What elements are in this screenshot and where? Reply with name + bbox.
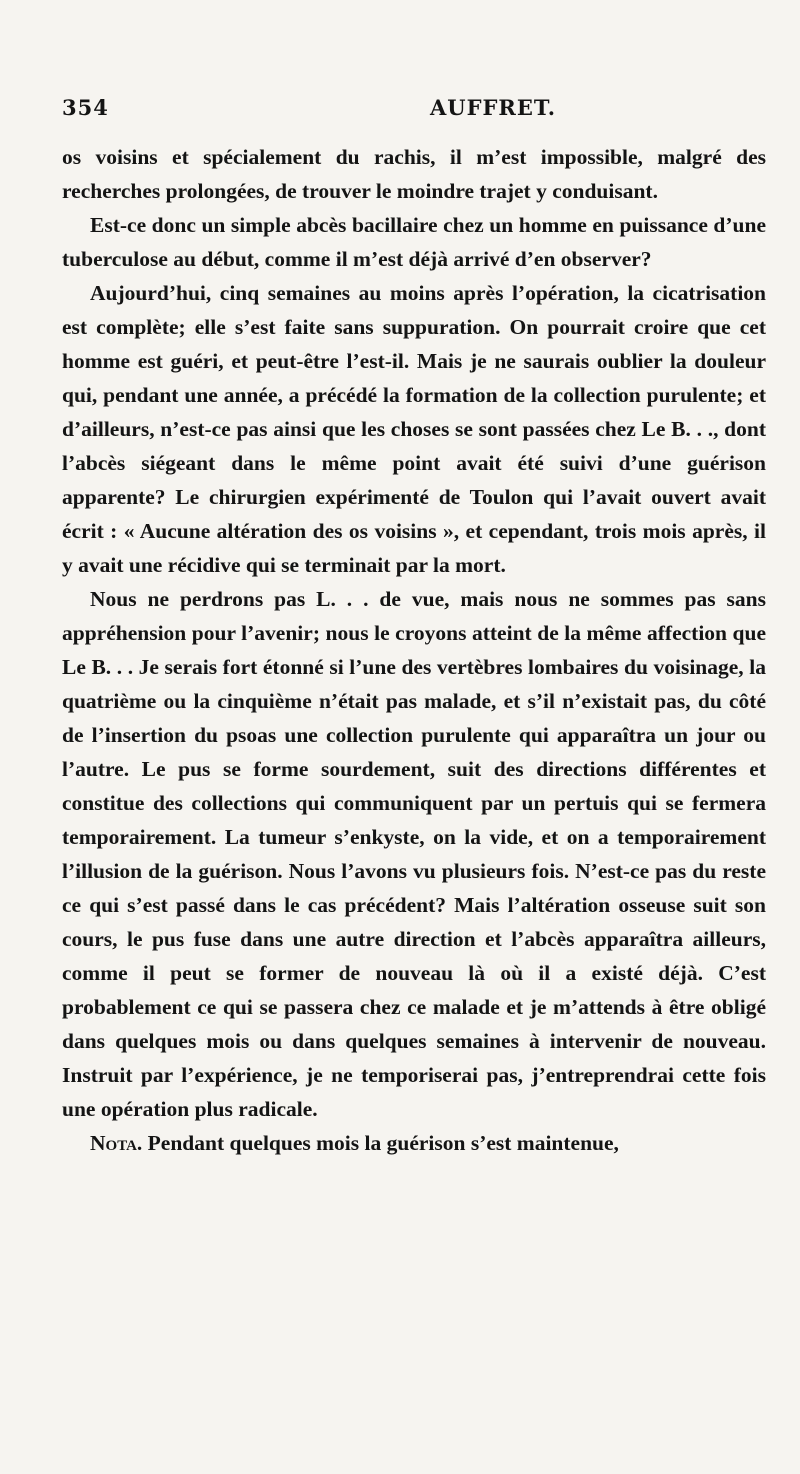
- paragraph-continuation: os voisins et spécialement du rachis, il m’est impossible, malgré des recherches prolongées, de trouver le moindre trajet y conduisant.: [62, 145, 766, 203]
- nota-text: Pendant quelques mois la guérison s’est maintenue,: [142, 1131, 619, 1155]
- page-header: [62, 95, 762, 125]
- running-head: AUFFRET.: [430, 95, 557, 120]
- paragraph: Est-ce donc un simple abcès bacillaire chez un homme en puissance d’une tuberculose au début, comme il m’est déjà arrivé d’en observer?: [62, 213, 766, 271]
- paragraph: Nous ne perdrons pas L. . . de vue, mais nous ne sommes pas sans appréhension pour l’avenir; nous le croyons atteint de la même affection que Le B. . . Je serais fort étonné si l’une des vertèbres lombaires du voisinage, la quatrième ou la cinquième n’était pas malade, et s’il n’existait pas, du côté de l’insertion du psoas une collection purulente qui apparaîtra un jour ou l’autre. Le pus se forme sourdement, suit des directions différentes et constitue des collections qui communiquent par un pertuis qui se fermera temporairement. La tumeur s’enkyste, on la vide, et on a temporairement l’illusion de la guérison. Nous l’avons vu plusieurs fois. N’est-ce pas du reste ce qui s’est passé dans le cas précédent? Mais l’altération osseuse suit son cours, le pus fuse dans une autre direction et l’abcès apparaîtra ailleurs, comme il peut se former de nouveau là où il a existé déjà. C’est probablement ce qui se passera chez ce malade et je m’attends à être obligé dans quelques mois ou dans quelques semaines à intervenir de nouveau. Instruit par l’expérience, je ne temporiserai pas, j’entreprendrai cette fois une opération plus radicale.: [62, 587, 766, 1121]
- body-text: [62, 140, 766, 1160]
- nota-paragraph: [62, 1126, 766, 1160]
- paragraph: Aujourd’hui, cinq semaines au moins après l’opération, la cicatrisation est complète; elle s’est faite sans suppuration. On pourrait croire que cet homme est guéri, et peut-être l’est-il. Mais je ne saurais oublier la douleur qui, pendant une année, a précédé la formation de la collection purulente; et d’ailleurs, n’est-ce pas ainsi que les choses se sont passées chez Le B. . ., dont l’abcès siégeant dans le même point avait été suivi d’une guérison apparente? Le chirurgien expérimenté de Toulon qui l’avait ouvert avait écrit : « Aucune altération des os voisins », et cependant, trois mois après, il y avait une récidive qui se terminait par la mort.: [62, 281, 766, 577]
- page-number: 354: [62, 95, 109, 120]
- nota-label: Nota.: [90, 1131, 143, 1155]
